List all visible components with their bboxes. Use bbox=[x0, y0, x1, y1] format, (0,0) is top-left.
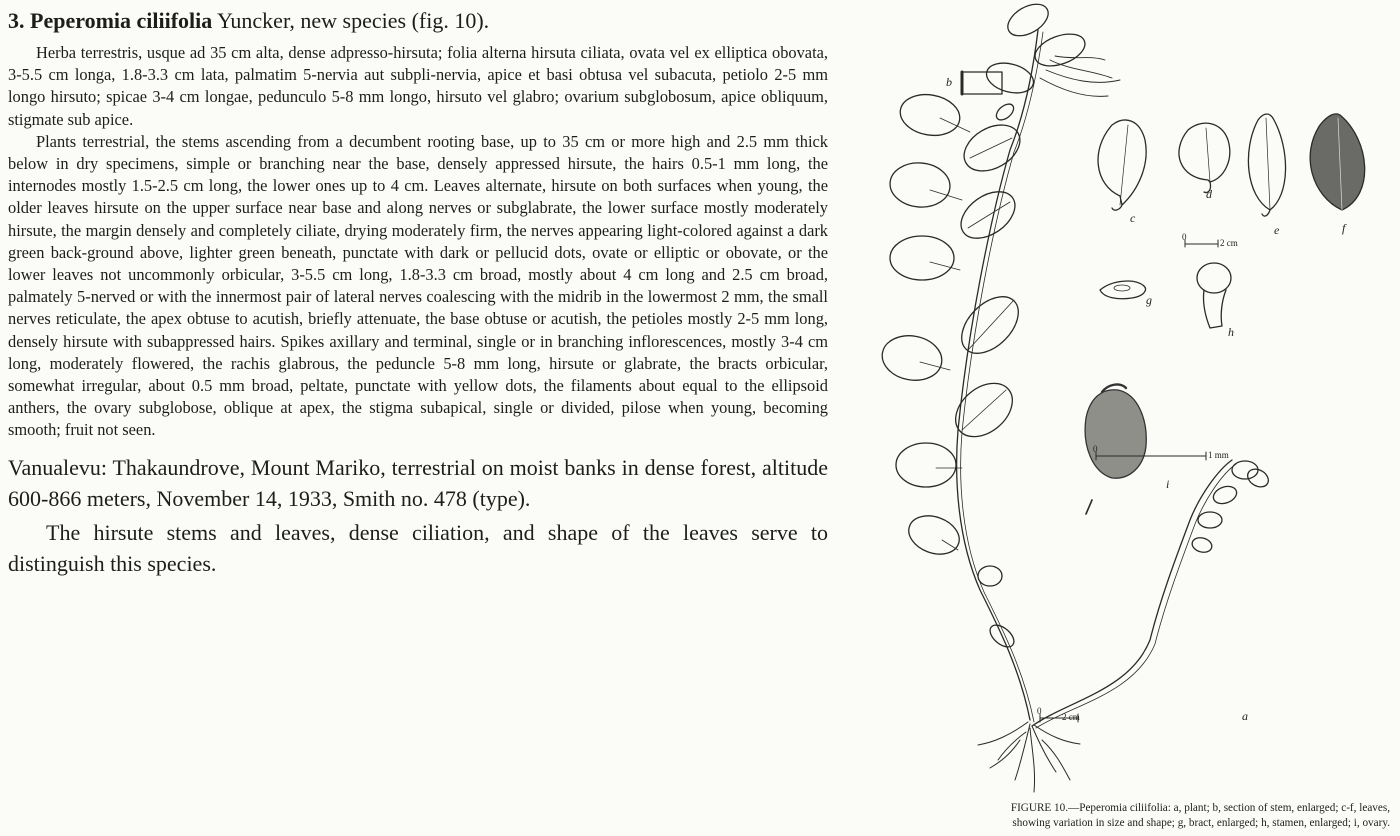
latin-description: Herba terrestris, usque ad 35 cm alta, dense adpresso-hirsuta; folia alterna hirsuta ciliata, ovata vel ex elliptica obovata, 3-5.5 cm longa, 1.8-3.3 cm lata, palmatim 5-nervia aut subpli-nervia, apice et basi obtusa vel subacuta, petiolo 2-5 mm longo hirsuto; spicae 3-4 cm longae, pedunculo 5-8 mm longo, hirsuto vel glabro; ovarium subglobosum, apice obliquum, stigmate sub apice. bbox=[8, 43, 828, 129]
label-g: g bbox=[1146, 293, 1152, 307]
species-authority: Yuncker, new species (fig. 10). bbox=[216, 8, 490, 33]
scale-ovary-zero: 0 bbox=[1093, 444, 1098, 454]
leaf-c bbox=[1098, 120, 1146, 210]
roots bbox=[978, 722, 1080, 792]
english-description: Plants terrestrial, the stems ascending from a decumbent rooting base, up to 35 cm or more high and 2.5 mm thick below in dry specimens, simple or branching near the base, densely appressed hirsute, the hairs 0.5-1 mm long, the internodes mostly 1.5-2.5 cm long, the lower ones up to 4 cm. Leaves alternate, hirsute on both surfaces when young, the older leaves hirsute on the upper surface near base and along nerves or subglabrate, the lower surface mostly moderately hirsute, the margin densely and completely ciliate, drying moderately firm, the nerves appearing light-colored against a dark green back-ground above, lighter green beneath, punctate with dark or pellucid dots, ovate or elliptic or obovate, or the lower leaves not uncommonly orbicular, 3-5.5 cm long, 1.8-3.3 cm broad, mostly about 4 cm long and 2.5 cm broad, palmately 5-nerved or with the innermost pair of lateral nerves coalescing with the midrib in the lowermost 2 mm, the small nerves reticulate, the apex obtuse to acutish, briefly attenuate, the base obtuse or acutish, the petioles mostly 2-5 mm long, densely hirsute with subappressed hairs. Spikes axillary and terminal, single or in branching inflorescences, mostly 3-4 cm long, moderately flowered, the rachis glabrous, the peduncle 5-8 mm long, hirsute or glabrate, the bracts orbicular, somewhat irregular, about 0.5 mm broad, peltate, punctate with yellow dots, the filaments about equal to the ellipsoid anthers, the ovary subglobose, oblique at apex, the stigma subapical, single or divided, pilose when young, becoming smooth; fruit not seen. bbox=[8, 131, 828, 440]
figure-caption-line-2: showing variation in size and shape; g, bract, enlarged; h, stamen, enlarged; i, ovary. bbox=[1012, 817, 1390, 829]
label-e: e bbox=[1274, 223, 1280, 237]
specimen-locality: Vanualevu: Thakaundrove, Mount Mariko, terrestrial on moist banks in dense forest, altitude 600-866 meters, November 14, 1933, Smith no. 478 (type). bbox=[8, 454, 828, 512]
label-a: a bbox=[1242, 709, 1248, 723]
leaf-d bbox=[1179, 123, 1230, 192]
leaf-f bbox=[1310, 114, 1365, 210]
plant-illustration bbox=[850, 0, 1400, 800]
stray-mark bbox=[1086, 500, 1092, 514]
scale-ovary-unit: 1 mm bbox=[1208, 450, 1229, 460]
label-b: b bbox=[946, 75, 952, 89]
stamen-h bbox=[1197, 263, 1231, 328]
scale-plant-zero: 0 bbox=[1037, 706, 1042, 716]
label-c: c bbox=[1130, 211, 1136, 225]
species-article bbox=[8, 6, 828, 580]
scale-plant-unit: 2 cm bbox=[1062, 712, 1080, 722]
main-stem-edge bbox=[961, 32, 1043, 722]
label-h: h bbox=[1228, 325, 1234, 339]
inflorescence bbox=[1040, 56, 1120, 96]
figure-caption-line-1: FIGURE 10.—Peperomia ciliifolia: a, plant; b, section of stem, enlarged; c-f, leaves, bbox=[1010, 802, 1390, 814]
leaf-midribs bbox=[920, 118, 1014, 550]
figure-caption bbox=[848, 801, 1390, 831]
leaf-e bbox=[1248, 114, 1285, 216]
branch-stem bbox=[1032, 460, 1232, 726]
species-heading bbox=[8, 6, 828, 36]
stem-leaves bbox=[879, 0, 1090, 651]
branch-stem-edge bbox=[1036, 464, 1236, 728]
label-d: d bbox=[1206, 187, 1212, 201]
diagnostic-remark: The hirsute stems and leaves, dense ciliation, and shape of the leaves serve to distinguish this species. bbox=[8, 519, 828, 577]
label-i: i bbox=[1166, 477, 1170, 491]
scale-leaves-zero: 0 bbox=[1182, 232, 1187, 242]
scale-bar-leaves bbox=[1185, 240, 1218, 247]
species-name: Peperomia ciliifolia bbox=[30, 8, 213, 33]
label-f: f bbox=[1342, 221, 1346, 235]
botanical-figure bbox=[850, 0, 1400, 800]
bract-g bbox=[1100, 281, 1146, 299]
ovary-i bbox=[1085, 385, 1146, 479]
species-number: 3. bbox=[8, 8, 25, 33]
scale-leaves-unit: 2 cm bbox=[1220, 238, 1238, 248]
stem-section-b bbox=[962, 72, 1002, 94]
